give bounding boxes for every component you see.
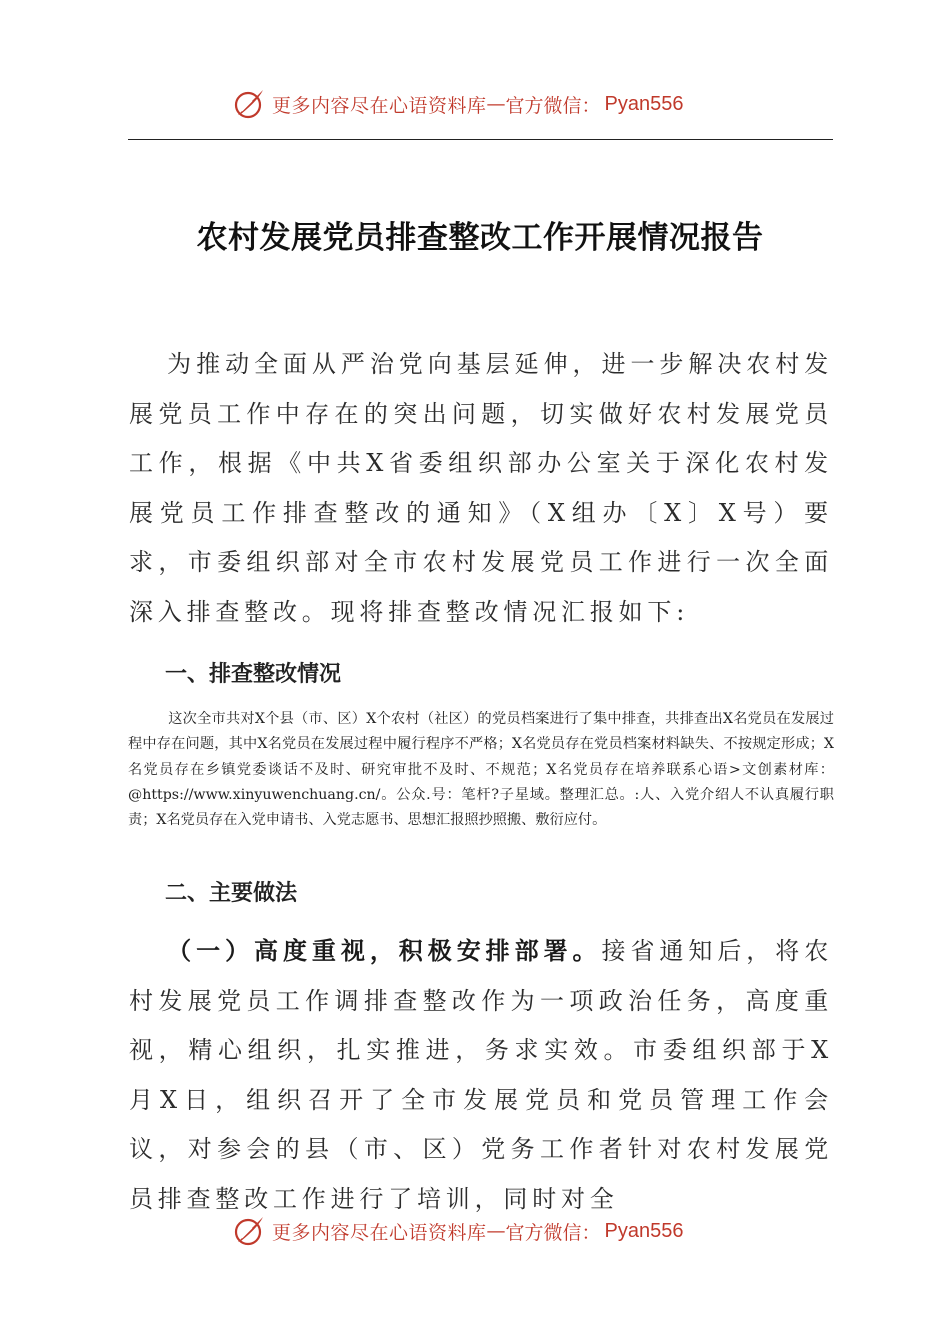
watermark-wechat-id: Pyan556 <box>604 1219 684 1242</box>
section1-paragraph <box>128 707 834 833</box>
quill-circle-logo-icon <box>232 87 266 121</box>
watermark-separator: — <box>486 93 506 115</box>
section-heading-1: 一、排查整改情况 <box>165 662 342 687</box>
subsection-1-lead: （一）高度重视，积极安排部署。 <box>167 936 602 965</box>
watermark-text: 更多内容尽在心语资料库 <box>272 94 487 117</box>
footer-watermark <box>232 1211 752 1251</box>
section-heading-2: 二、主要做法 <box>165 881 298 906</box>
watermark-separator: — <box>486 1220 506 1242</box>
intro-paragraph <box>129 340 833 638</box>
watermark-wechat-id: Pyan556 <box>604 92 684 115</box>
document-title: 农村发展党员排查整改工作开展情况报告 <box>196 220 764 256</box>
quill-circle-logo-icon <box>232 1214 266 1248</box>
watermark-wechat-label: 官方微信： <box>505 1221 601 1244</box>
header-divider <box>128 139 833 140</box>
watermark-text: 更多内容尽在心语资料库 <box>272 1221 487 1244</box>
header-watermark <box>232 84 752 124</box>
watermark-wechat-label: 官方微信： <box>505 94 601 117</box>
section1-text: 这次全市共对X个县（市、区）X个农村（社区）的党员档案进行了集中排查，共排查出X名党员在发展过程中存在问题，其中X名党员在发展过程中履行程序不严格；X名党员存在党员档案材料缺失、不按规定形成；X名党员存在乡镇党委谈话不及时、研究审批不及时、不规范；X名党员存在培养联系心语>文创素材库：@https://www.xinyuwenchuang.cn/。公众.号：笔杆?子星域。整理汇总。:人、入党介绍人不认真履行职责；X名党员存在入党申请书、入党志愿书、思想汇报照抄照搬、敷衍应付。 <box>128 711 834 829</box>
subsection-1-text: 接省通知后，将农村发展党员工作调排查整改作为一项政治任务，高度重视，精心组织，扎实推进，务求实效。市委组织部于X月X日，组织召开了全市发展党员和党员管理工作会议，对参会的县（市、区）党务工作者针对农村发展党员排查整改工作进行了培训，同时对全 <box>129 937 833 1213</box>
intro-text: 为推动全面从严治党向基层延伸，进一步解决农村发展党员工作中存在的突出问题，切实做好农村发展党员工作，根据《中共X省委组织部办公室关于深化农村发展党员工作排查整改的通知》（X组办〔X〕X号）要求，市委组织部对全市农村发展党员工作进行一次全面深入排查整改。现将排查整改情况汇报如下: <box>129 350 833 626</box>
subsection-1-paragraph <box>129 926 833 1225</box>
